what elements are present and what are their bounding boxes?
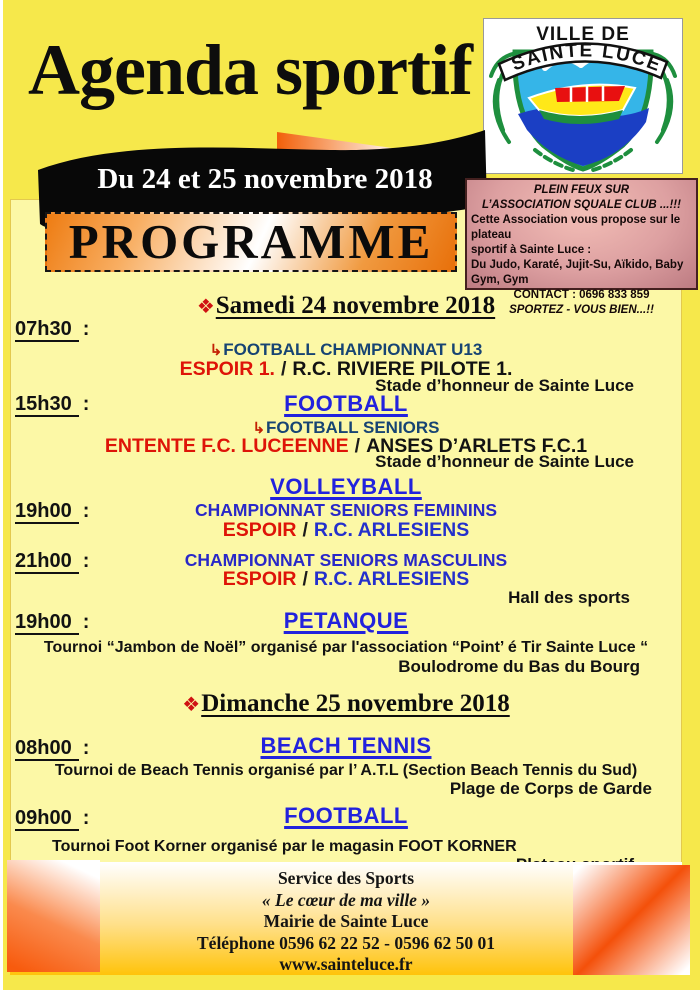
- city-logo: [483, 18, 683, 174]
- time-1900-petanque: 19h00 :: [15, 611, 90, 633]
- football-heading-sun: FOOTBALL: [284, 803, 408, 828]
- time-2100: 21h00 :: [15, 550, 90, 572]
- u13-label: ↳FOOTBALL CHAMPIONNAT U13: [209, 340, 483, 359]
- seniors-venue: Stade d’honneur de Sainte Luce: [375, 452, 634, 471]
- footer-phone: Téléphone 0596 62 22 52 - 0596 62 50 01: [197, 932, 495, 953]
- spotlight-slogan: SPORTEZ - VOUS BIEN...!!: [509, 304, 654, 316]
- footer-service: Service des Sports: [277, 868, 415, 888]
- hook-arrow-icon: ↳: [209, 342, 223, 359]
- footer: [10, 868, 682, 976]
- diamond-icon: ❖: [182, 692, 201, 716]
- sunday-heading: ❖Dimanche 25 novembre 2018: [182, 690, 510, 717]
- volley-masculins-label: CHAMPIONNAT SENIORS MASCULINS: [184, 550, 508, 570]
- saturday-heading: ❖Samedi 24 novembre 2018: [196, 292, 496, 319]
- volleyball-heading: VOLLEYBALL: [270, 474, 422, 499]
- spotlight-title-1: PLEIN FEUX SUR: [533, 184, 630, 196]
- spotlight-body-2: sportif à Sainte Luce :: [471, 244, 592, 256]
- time-1900: 19h00 :: [15, 500, 90, 522]
- diamond-icon: ❖: [196, 294, 215, 318]
- volley-masculins-match: ESPOIR / R.C. ARLESIENS: [222, 568, 470, 590]
- footer-motto: « Le cœur de ma ville »: [261, 889, 431, 910]
- beach-tennis-heading: BEACH TENNIS: [260, 733, 432, 758]
- football-description: Tournoi Foot Korner organisé par le magasin FOOT KORNER: [52, 838, 517, 855]
- beach-tennis-description: Tournoi de Beach Tennis organisé par l’ A.T.L (Section Beach Tennis du Sud): [54, 762, 638, 779]
- spotlight-body-1: Cette Association vous propose sur le plateau: [471, 214, 681, 241]
- time-0730: 07h30 :: [15, 318, 90, 340]
- spotlight-body-3: Du Judo, Karaté, Jujit-Su, Aïkido, Baby Gym, Gym: [471, 259, 684, 286]
- footer-mairie: Mairie de Sainte Luce: [263, 911, 429, 931]
- page-title: Agenda sportif: [28, 30, 473, 110]
- page-left-margin: [0, 0, 3, 990]
- spotlight-title-2: L’ASSOCIATION SQUALE CLUB ...!!!: [482, 199, 681, 211]
- u13-match: ESPOIR 1. / R.C. RIVIERE PILOTE 1.: [179, 358, 513, 380]
- seniors-match: ENTENTE F.C. LUCEENNE / ANSES D’ARLETS F.C.1: [104, 435, 588, 457]
- beach-tennis-venue: Plage de Corps de Garde: [449, 779, 652, 798]
- petanque-heading: PETANQUE: [283, 608, 409, 633]
- volley-feminins-label: CHAMPIONNAT SENIORS FEMININS: [194, 500, 498, 520]
- spotlight-contact: CONTACT : 0696 833 859: [513, 289, 650, 301]
- programme-banner: PROGRAMME: [45, 212, 457, 272]
- volley-venue: Hall des sports: [508, 588, 630, 607]
- hook-arrow-icon: ↳: [252, 420, 266, 437]
- u13-venue: Stade d’honneur de Sainte Luce: [375, 376, 634, 395]
- date-banner: Du 24 et 25 novembre 2018: [97, 163, 433, 195]
- football-heading-sat: FOOTBALL: [284, 391, 408, 416]
- seniors-label: ↳FOOTBALL SENIORS: [252, 418, 440, 437]
- volley-feminins-match: ESPOIR / R.C. ARLESIENS: [222, 519, 470, 541]
- time-1530: 15h30 :: [15, 393, 90, 415]
- petanque-venue: Boulodrome du Bas du Bourg: [398, 657, 640, 676]
- time-0900: 09h00 :: [15, 807, 90, 829]
- association-spotlight: [465, 178, 698, 316]
- logo-sainte-luce: SAINTE LUCE: [508, 40, 665, 77]
- time-0800: 08h00 :: [15, 737, 90, 759]
- logo-ville-de: VILLE DE: [536, 24, 630, 45]
- petanque-description: Tournoi “Jambon de Noël” organisé par l'association “Point’ é Tir Sainte Luce “: [43, 639, 649, 656]
- footer-website[interactable]: www.sainteluce.fr: [279, 954, 413, 974]
